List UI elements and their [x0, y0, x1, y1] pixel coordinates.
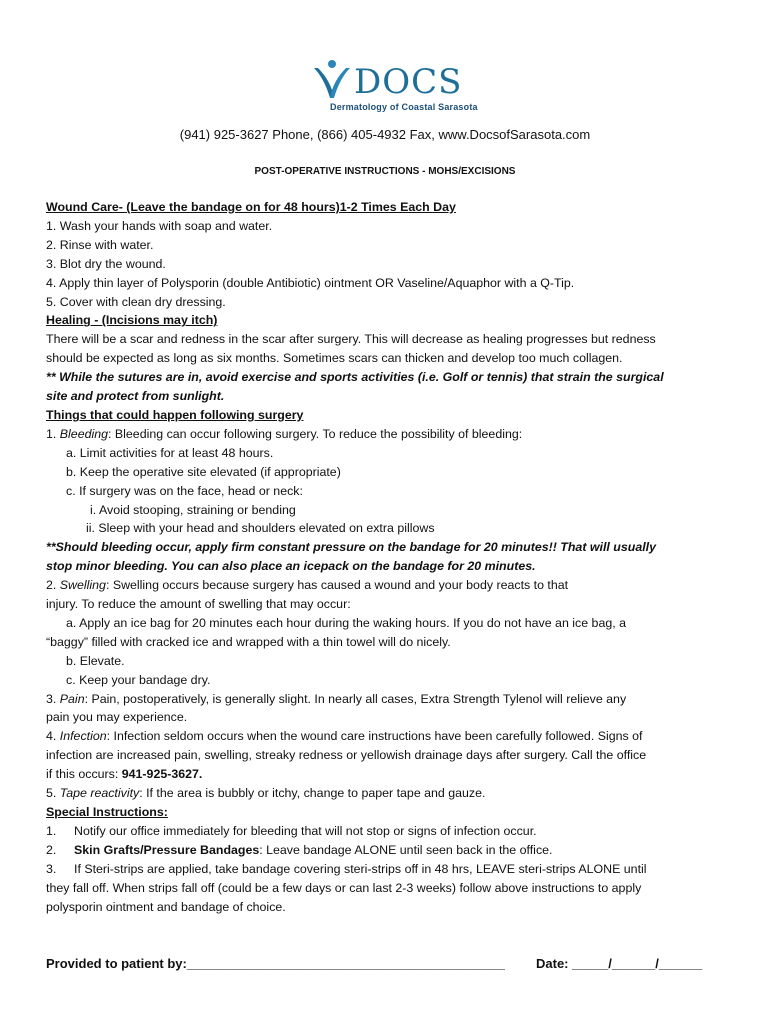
- bleeding-text: : Bleeding can occur following surgery. To reduce the possibility of bleeding:: [108, 426, 523, 441]
- special-heading: Special Instructions:: [46, 805, 168, 819]
- wound-care-step: 3. Blot dry the wound.: [46, 256, 166, 271]
- bleeding-subitem: b. Keep the operative site elevated (if appropriate): [66, 464, 341, 479]
- office-phone: 941-925-3627.: [121, 767, 203, 782]
- wound-care-step: 5. Cover with clean dry dressing.: [46, 294, 226, 309]
- document-title: POST-OPERATIVE INSTRUCTIONS - MOHS/EXCISIONS: [254, 166, 516, 177]
- bleeding-subitem: c. If surgery was on the face, head or neck:: [66, 483, 303, 498]
- sutures-warning: ** While the sutures are in, avoid exercise and sports activities (i.e. Golf or tennis) that strain the surgical: [46, 370, 664, 385]
- infection-label: Infection: [59, 729, 107, 744]
- date-line: Date: _____/______/______: [536, 956, 703, 971]
- bleeding-roman-item: ii. Sleep with your head and shoulders elevated on extra pillows: [86, 521, 435, 536]
- bleeding-item: 1. Bleeding: Bleeding can occur following surgery. To reduce the possibility of bleeding:: [46, 426, 523, 441]
- healing-heading: Healing - (Incisions may itch): [46, 313, 218, 328]
- special-item: 1. Notify our office immediately for bleeding that will not stop or signs of infection occur.: [46, 823, 537, 838]
- special-text: they fall off. When strips fall off (could be a few days or can last 2-3 weeks) follow above instructions to apply: [46, 880, 642, 895]
- tape-label: Tape reactivity: [59, 786, 140, 801]
- instructions-body: [46, 198, 736, 916]
- bleeding-warning: stop minor bleeding. You can also place an icepack on the bandage for 20 minutes.: [46, 559, 536, 574]
- bleeding-label: Bleeding: [59, 426, 109, 441]
- infection-text: : Infection seldom occurs when the wound care instructions have been carefully followed. Signs of: [106, 729, 643, 744]
- swelling-subitem: a. Apply an ice bag for 20 minutes each hour during the waking hours. If you do not have an ice bag, a: [66, 615, 627, 630]
- infection-text-tail: if this occurs:: [46, 767, 122, 782]
- swelling-item: 2. Swelling: Swelling occurs because surgery has caused a wound and your body reacts to that: [46, 578, 569, 593]
- special-text: Notify our office immediately for bleeding that will not stop or signs of infection occur.: [74, 823, 537, 838]
- swelling-text: : Swelling occurs because surgery has caused a wound and your body reacts to that: [105, 578, 569, 593]
- infection-item: 4. Infection: Infection seldom occurs when the wound care instructions have been carefully followed. Signs of: [46, 729, 643, 744]
- docs-logo: [308, 58, 478, 118]
- pain-item: 3. Pain: Pain, postoperatively, is generally slight. In nearly all cases, Extra Strength Tylenol will relieve any: [46, 691, 627, 706]
- infection-text: infection are increased pain, swelling, streaky redness or yellowish drainage days after surgery. Call the office: [46, 748, 647, 763]
- special-item: 3. If Steri-strips are applied, take bandage covering steri-strips off in 48 hrs, LEAVE steri-strips ALONE until: [46, 861, 647, 876]
- wound-care-heading: Wound Care- (Leave the bandage on for 48 hours)1-2 Times Each Day: [46, 200, 456, 214]
- swelling-subitem: c. Keep your bandage dry.: [66, 672, 211, 687]
- pain-label: Pain: [59, 691, 85, 706]
- swelling-subitem-cont: “baggy” filled with cracked ice and wrapped with a thin towel will do nicely.: [46, 634, 451, 649]
- wound-care-step: 1. Wash your hands with soap and water.: [46, 218, 273, 233]
- bleeding-subitem: a. Limit activities for at least 48 hours.: [66, 445, 274, 460]
- things-heading: Things that could happen following surgery: [46, 407, 304, 422]
- pain-text: : Pain, postoperatively, is generally slight. In nearly all cases, Extra Strength Tylenol will relieve any: [84, 691, 627, 706]
- contact-line: (941) 925-3627 Phone, (866) 405-4932 Fax, www.DocsofSarasota.com: [179, 127, 591, 142]
- wound-care-step: 2. Rinse with water.: [46, 237, 154, 252]
- special-bold: Skin Grafts/Pressure Bandages: [74, 842, 260, 857]
- special-text: If Steri-strips are applied, take bandage covering steri-strips off in 48 hrs, LEAVE steri-strips ALONE until: [74, 861, 647, 876]
- healing-text: There will be a scar and redness in the scar after surgery. This will decrease as healing progresses but redness: [46, 332, 656, 347]
- pain-text: pain you may experience.: [46, 710, 188, 725]
- swelling-text: injury. To reduce the amount of swelling that may occur:: [46, 597, 351, 612]
- tape-item: 5. Tape reactivity: If the area is bubbly or itchy, change to paper tape and gauze.: [46, 786, 486, 801]
- bleeding-warning: **Should bleeding occur, apply firm constant pressure on the bandage for 20 minutes!! That will usually: [46, 540, 656, 555]
- provided-by-line: Provided to patient by:____________________________________________: [46, 956, 505, 971]
- signature-footer: [46, 956, 736, 971]
- tape-text: : If the area is bubbly or itchy, change to paper tape and gauze.: [139, 786, 486, 801]
- figure-logo-icon: [308, 58, 356, 102]
- special-text: : Leave bandage ALONE until seen back in the office.: [259, 842, 553, 857]
- sutures-warning: site and protect from sunlight.: [46, 389, 225, 404]
- logo-tagline: Dermatology of Coastal Sarasota: [330, 102, 478, 112]
- logo-wordmark: DOCS: [354, 62, 463, 102]
- healing-text: should be expected as long as six months. Sometimes scars can thicken and develop too much collagen.: [46, 351, 623, 366]
- bleeding-roman-item: i. Avoid stooping, straining or bending: [90, 502, 296, 517]
- special-item: 2. Skin Grafts/Pressure Bandages: Leave bandage ALONE until seen back in the office.: [46, 842, 553, 857]
- swelling-subitem: b. Elevate.: [66, 653, 125, 668]
- wound-care-step: 4. Apply thin layer of Polysporin (double Antibiotic) ointment OR Vaseline/Aquaphor with a Q-Tip.: [46, 275, 575, 290]
- infection-text: [46, 765, 736, 784]
- special-text: polysporin ointment and bandage of choice.: [46, 899, 286, 914]
- swelling-label: Swelling: [59, 578, 106, 593]
